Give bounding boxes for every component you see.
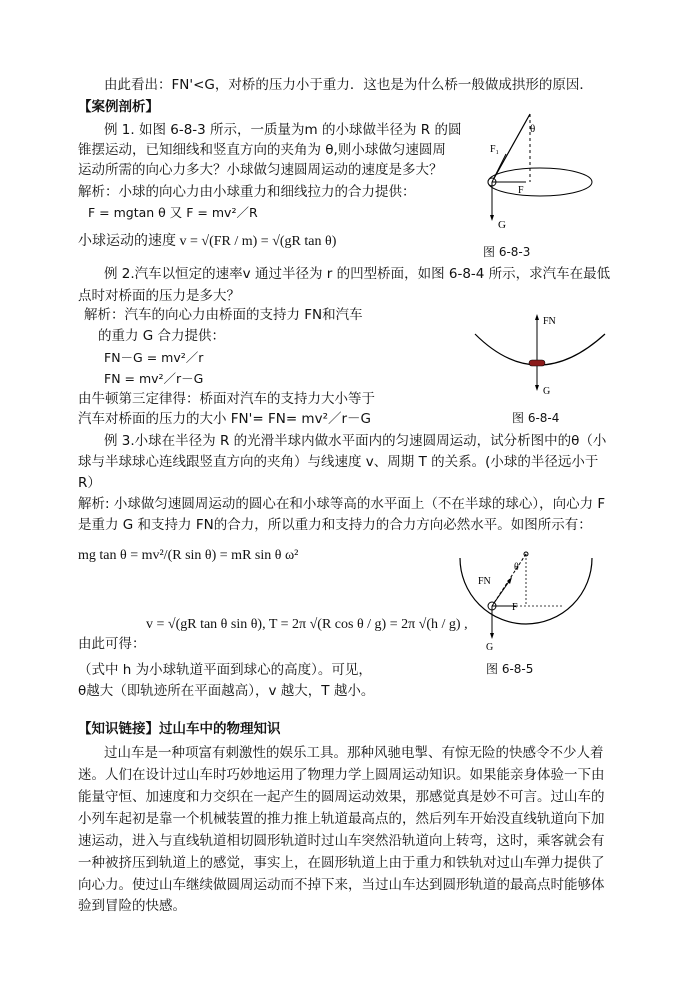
figure-hemisphere-ball (452, 548, 600, 654)
formula-line-22: mg tan θ = mv²/(R sin θ) = mR sin θ ω² (78, 548, 299, 563)
formula-line-7: F = mgtan θ 又 F = mv²／R (88, 205, 258, 220)
section-heading-knowledge-link: 【知识链接】过山车中的物理知识 (78, 721, 281, 737)
fig3-label-f: F (512, 602, 518, 613)
formula-line-13: FN－G = mv²／r (104, 350, 204, 365)
text-line-12: 的重力 G 合力提供： (98, 328, 226, 344)
fig3-label-fn: FN (478, 576, 491, 587)
text-line-20: 解析: 小球做匀速圆周运动的圆心在和小球等高的水平面上（不在半球的球心），向心力 F (78, 496, 606, 512)
text-line-21: 是重力 G 和支持力 FN的合力，所以重力和支持力的合力方向必然水平。如图所示有： (78, 517, 592, 533)
text-line-25: （式中 h 为小球轨道平面到球心的高度）。可见， (78, 662, 372, 678)
text-line-33: 一种被挤压到轨道上的感觉，事实上，在圆形轨道上由于重力和铁轨对过山车弹力提供了 (78, 855, 605, 871)
fig1-label-f1: F₁ (490, 144, 500, 155)
text-line-5: 运动所需的向心力多大？小球做匀速圆周运动的速度是多大？ (78, 162, 443, 178)
text-line-18: 球与半球球心连线跟竖直方向的夹角）与线速度 v、周期 T 的关系。(小球的半径远小于 (78, 454, 599, 470)
fig2-label-fn: FN (543, 316, 556, 327)
formula-line-8: 小球运动的速度 v = √(FR / m) = √(gR tan θ) (78, 234, 337, 249)
text-line-34: 向心力。使过山车继续做圆周运动而不掉下来，当过山车达到圆形轨道的最高点时能够体 (78, 877, 605, 893)
fig1-label-g: G (498, 219, 506, 231)
text-line-15: 由牛顿第三定律得：桥面对汽车的支持力大小等于 (78, 391, 375, 407)
text-line-4: 锥摆运动，已知细线和竖直方向的夹角为 θ,则小球做匀速圆周 (78, 142, 446, 158)
section-heading-case-analysis: 【案例剖析】 (78, 99, 159, 115)
text-line-16: 汽车对桥面的压力的大小 FN'= FN= mv²／r－G (78, 411, 371, 427)
text-line-10: 点时对桥面的压力是多大？ (78, 288, 240, 304)
text-line-19: R） (78, 475, 101, 491)
formula-line-23: v = √(gR tan θ sin θ), T = 2π √(R cos θ / g) = 2π √(h / g) , (146, 617, 468, 632)
text-line-1: 由此看出：FN'<G，对桥的压力小于重力．这也是为什么桥一般做成拱形的原因． (104, 77, 593, 93)
fig3-label-g: G (486, 642, 494, 653)
text-line-32: 速运动，进入与直线轨道相切圆形轨道时过山车突然沿轨道向上转弯，这时，乘客就会有 (78, 833, 605, 849)
text-line-28: 过山车是一种项富有刺激性的娱乐工具。那种风驰电掣、有惊无险的快感令不少人着 (104, 745, 604, 761)
text-line-6: 解析：小球的向心力由小球重力和细线拉力的合力提供： (78, 184, 416, 200)
fig2-label-g: G (543, 386, 551, 397)
formula-line-14: FN = mv²／r－G (104, 371, 204, 386)
text-line-35: 验到冒险的快感。 (78, 898, 186, 914)
fig1-label-f: F (518, 185, 524, 196)
figure-caption-6-8-5: 图 6-8-5 (486, 662, 534, 676)
text-line-29: 迷。人们在设计过山车时巧妙地运用了物理力学上圆周运动知识。如果能亲身体验一下由 (78, 767, 605, 783)
text-line-11: 解析：汽车的向心力由桥面的支持力 FN和汽车 (84, 307, 363, 323)
text-line-31: 小列车起初是靠一个机械装置的推力推上轨道最高点的，然后列车开始没直线轨道向下加 (78, 811, 605, 827)
text-line-24: 由此可得： (78, 636, 146, 652)
figure-caption-6-8-3: 图 6-8-3 (483, 245, 531, 259)
fig3-label-theta: θ (514, 562, 519, 573)
fig1-label-theta: θ (530, 123, 536, 135)
figure-concave-bridge (465, 310, 610, 400)
text-line-30: 能量守恒、加速度和力交织在一起产生的圆周运动效果，那感觉真是妙不可言。过山车的 (78, 789, 605, 805)
figure-conical-pendulum (470, 110, 600, 240)
text-line-3: 例 1. 如图 6-8-3 所示，一质量为m 的小球做半径为 R 的圆 (104, 122, 462, 138)
figure-caption-6-8-4: 图 6-8-4 (512, 411, 560, 425)
text-line-17: 例 3.小球在半径为 R 的光滑半球内做水平面内的匀速圆周运动，试分析图中的θ（小 (104, 433, 607, 449)
text-line-9: 例 2.汽车以恒定的速率v 通过半径为 r 的凹型桥面，如图 6-8-4 所示，求汽车在最低 (104, 266, 611, 282)
text-line-26: θ越大（即轨迹所在平面越高），v 越大，T 越小。 (78, 683, 375, 699)
